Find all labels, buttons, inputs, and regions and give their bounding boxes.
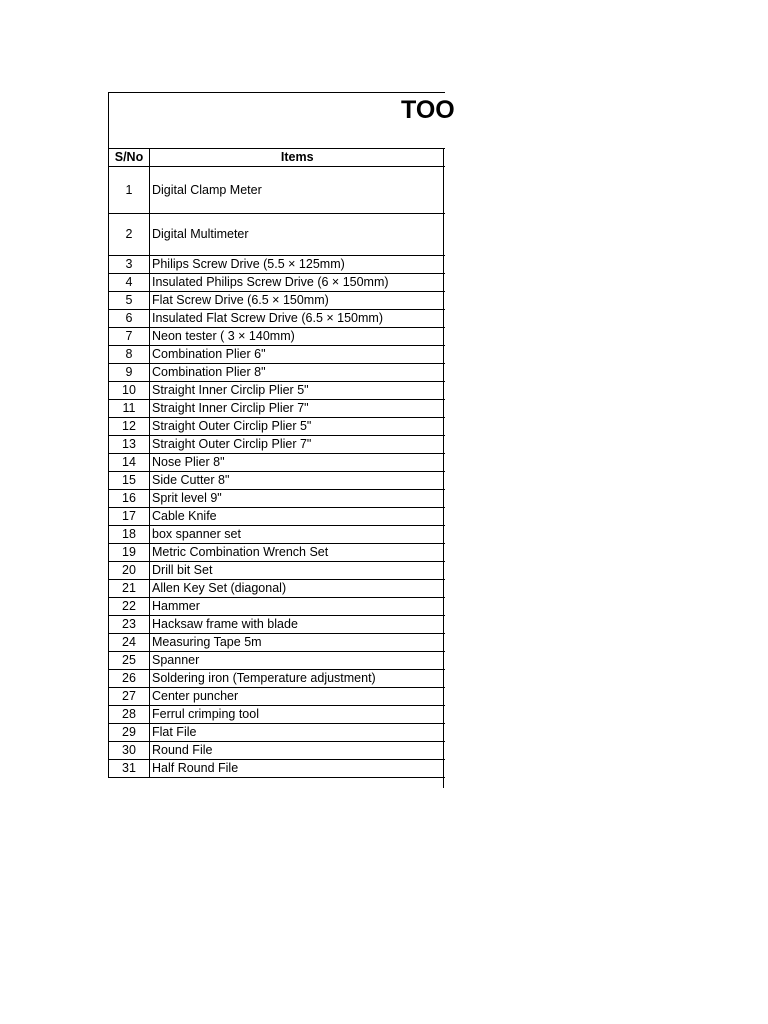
row-item: Side Cutter 8" xyxy=(150,472,445,490)
row-item: Hammer xyxy=(150,598,445,616)
table-row xyxy=(109,214,445,256)
row-item: Nose Plier 8" xyxy=(150,454,445,472)
table-row xyxy=(109,274,445,292)
row-sn: 19 xyxy=(109,544,150,562)
row-item: Ferrul crimping tool xyxy=(150,706,445,724)
table-row xyxy=(109,292,445,310)
header-sn: S/No xyxy=(109,149,150,167)
row-item: Straight Outer Circlip Plier 7" xyxy=(150,436,445,454)
row-item: Cable Knife xyxy=(150,508,445,526)
table-row xyxy=(109,634,445,652)
row-item: Straight Outer Circlip Plier 5" xyxy=(150,418,445,436)
row-item: box spanner set xyxy=(150,526,445,544)
row-item: Flat Screw Drive (6.5 × 150mm) xyxy=(150,292,445,310)
row-sn: 1 xyxy=(109,167,150,214)
row-sn: 31 xyxy=(109,760,150,778)
row-sn: 9 xyxy=(109,364,150,382)
row-sn: 3 xyxy=(109,256,150,274)
row-item: Measuring Tape 5m xyxy=(150,634,445,652)
table-row xyxy=(109,346,445,364)
row-item: Digital Clamp Meter xyxy=(150,167,445,214)
row-sn: 26 xyxy=(109,670,150,688)
table-row xyxy=(109,472,445,490)
visible-edge-line xyxy=(443,149,444,788)
row-item: Half Round File xyxy=(150,760,445,778)
table-row xyxy=(109,526,445,544)
row-sn: 6 xyxy=(109,310,150,328)
row-sn: 5 xyxy=(109,292,150,310)
row-item: Philips Screw Drive (5.5 × 125mm) xyxy=(150,256,445,274)
row-item: Flat File xyxy=(150,724,445,742)
table-row xyxy=(109,544,445,562)
row-item: Hacksaw frame with blade xyxy=(150,616,445,634)
row-sn: 10 xyxy=(109,382,150,400)
row-sn: 21 xyxy=(109,580,150,598)
row-item: Straight Inner Circlip Plier 5" xyxy=(150,382,445,400)
table-row xyxy=(109,508,445,526)
table-row xyxy=(109,454,445,472)
row-item: Straight Inner Circlip Plier 7" xyxy=(150,400,445,418)
title-row xyxy=(109,93,445,149)
row-sn: 11 xyxy=(109,400,150,418)
row-sn: 27 xyxy=(109,688,150,706)
table-row xyxy=(109,580,445,598)
title-cell xyxy=(109,93,455,149)
row-item: Neon tester ( 3 × 140mm) xyxy=(150,328,445,346)
table-row xyxy=(109,256,445,274)
sheet-title: TOO xyxy=(401,96,455,124)
row-sn: 13 xyxy=(109,436,150,454)
tool-list-table xyxy=(108,92,455,778)
row-item: Center puncher xyxy=(150,688,445,706)
table-row xyxy=(109,167,445,214)
row-sn: 30 xyxy=(109,742,150,760)
header-items: Items xyxy=(150,149,445,167)
table-row xyxy=(109,562,445,580)
table-row xyxy=(109,328,445,346)
row-item: Combination Plier 8" xyxy=(150,364,445,382)
row-sn: 18 xyxy=(109,526,150,544)
row-sn: 12 xyxy=(109,418,150,436)
table-row xyxy=(109,652,445,670)
row-sn: 14 xyxy=(109,454,150,472)
header-row xyxy=(109,149,445,167)
tool-list-sheet xyxy=(108,92,455,778)
row-sn: 23 xyxy=(109,616,150,634)
row-item: Drill bit Set xyxy=(150,562,445,580)
row-sn: 16 xyxy=(109,490,150,508)
table-row xyxy=(109,670,445,688)
row-item: Soldering iron (Temperature adjustment) xyxy=(150,670,445,688)
row-sn: 22 xyxy=(109,598,150,616)
table-row xyxy=(109,706,445,724)
table-row xyxy=(109,310,445,328)
table-row xyxy=(109,490,445,508)
row-item: Digital Multimeter xyxy=(150,214,445,256)
row-item: Round File xyxy=(150,742,445,760)
row-sn: 7 xyxy=(109,328,150,346)
table-row xyxy=(109,742,445,760)
row-sn: 25 xyxy=(109,652,150,670)
row-item: Spanner xyxy=(150,652,445,670)
row-sn: 2 xyxy=(109,214,150,256)
row-sn: 4 xyxy=(109,274,150,292)
row-item: Metric Combination Wrench Set xyxy=(150,544,445,562)
row-item: Allen Key Set (diagonal) xyxy=(150,580,445,598)
row-sn: 17 xyxy=(109,508,150,526)
table-row xyxy=(109,598,445,616)
table-row xyxy=(109,760,445,778)
row-sn: 15 xyxy=(109,472,150,490)
row-sn: 29 xyxy=(109,724,150,742)
table-row xyxy=(109,382,445,400)
row-item: Insulated Flat Screw Drive (6.5 × 150mm) xyxy=(150,310,445,328)
table-row xyxy=(109,616,445,634)
table-row xyxy=(109,688,445,706)
row-item: Combination Plier 6" xyxy=(150,346,445,364)
table-row xyxy=(109,418,445,436)
row-sn: 24 xyxy=(109,634,150,652)
row-sn: 28 xyxy=(109,706,150,724)
table-row xyxy=(109,436,445,454)
row-item: Sprit level 9" xyxy=(150,490,445,508)
table-row xyxy=(109,364,445,382)
row-sn: 8 xyxy=(109,346,150,364)
row-sn: 20 xyxy=(109,562,150,580)
table-row xyxy=(109,400,445,418)
row-item: Insulated Philips Screw Drive (6 × 150mm) xyxy=(150,274,445,292)
table-row xyxy=(109,724,445,742)
